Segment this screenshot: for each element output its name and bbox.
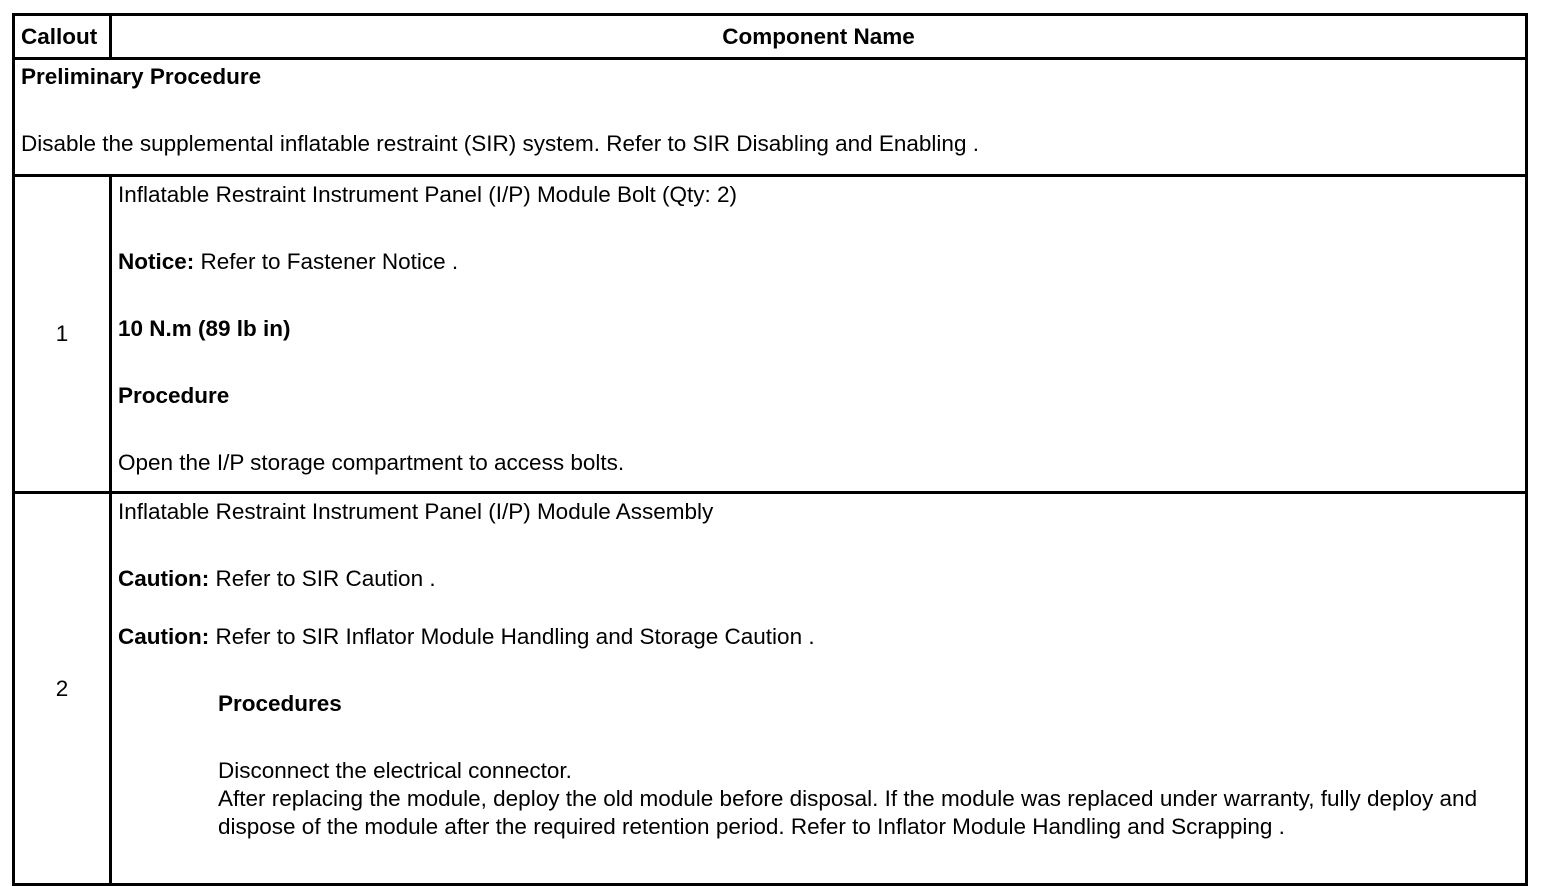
procedure-text: Open the I/P storage compartment to access bolts. xyxy=(118,450,625,475)
caution-text: Refer to SIR Inflator Module Handling and Storage Caution . xyxy=(209,624,815,649)
table-header-row xyxy=(14,15,1527,59)
notice-label: Notice: xyxy=(118,249,195,274)
torque-spec: 10 N.m (89 lb in) xyxy=(118,316,291,341)
caution-label: Caution: xyxy=(118,566,210,591)
caution-text: Refer to SIR Caution . xyxy=(209,566,436,591)
notice-text: Refer to Fastener Notice . xyxy=(194,249,459,274)
caution-line xyxy=(118,565,1519,593)
component-name: Inflatable Restraint Instrument Panel (I/P) Module Assembly xyxy=(118,499,714,524)
callout-column-header: Callout xyxy=(14,15,111,59)
table-row xyxy=(14,493,1527,885)
component-name-column-header: Component Name xyxy=(111,15,1527,59)
preliminary-row xyxy=(14,59,1527,176)
preliminary-cell xyxy=(14,59,1527,176)
component-cell xyxy=(111,493,1527,885)
procedure-title: Procedure xyxy=(118,383,230,408)
caution-line xyxy=(118,623,1519,651)
procedure-step: Disconnect the electrical connector. xyxy=(218,758,572,783)
preliminary-text: Disable the supplemental inflatable restraint (SIR) system. Refer to SIR Disabling and Enabling . xyxy=(21,131,979,156)
table-row xyxy=(14,176,1527,493)
notice-line xyxy=(118,248,1519,276)
callout-number: 2 xyxy=(14,493,111,885)
preliminary-title: Preliminary Procedure xyxy=(21,64,262,89)
procedures-title: Procedures xyxy=(218,691,342,716)
caution-label: Caution: xyxy=(118,624,210,649)
procedure-table xyxy=(12,13,1528,886)
component-cell xyxy=(111,176,1527,493)
callout-number: 1 xyxy=(14,176,111,493)
component-name: Inflatable Restraint Instrument Panel (I/P) Module Bolt (Qty: 2) xyxy=(118,182,738,207)
procedure-step: After replacing the module, deploy the old module before disposal. If the module was replaced under warranty, fully deploy and dispose of the module after the required retention period. Refer to Inflator Module Handling and Scrapping . xyxy=(218,786,1478,839)
